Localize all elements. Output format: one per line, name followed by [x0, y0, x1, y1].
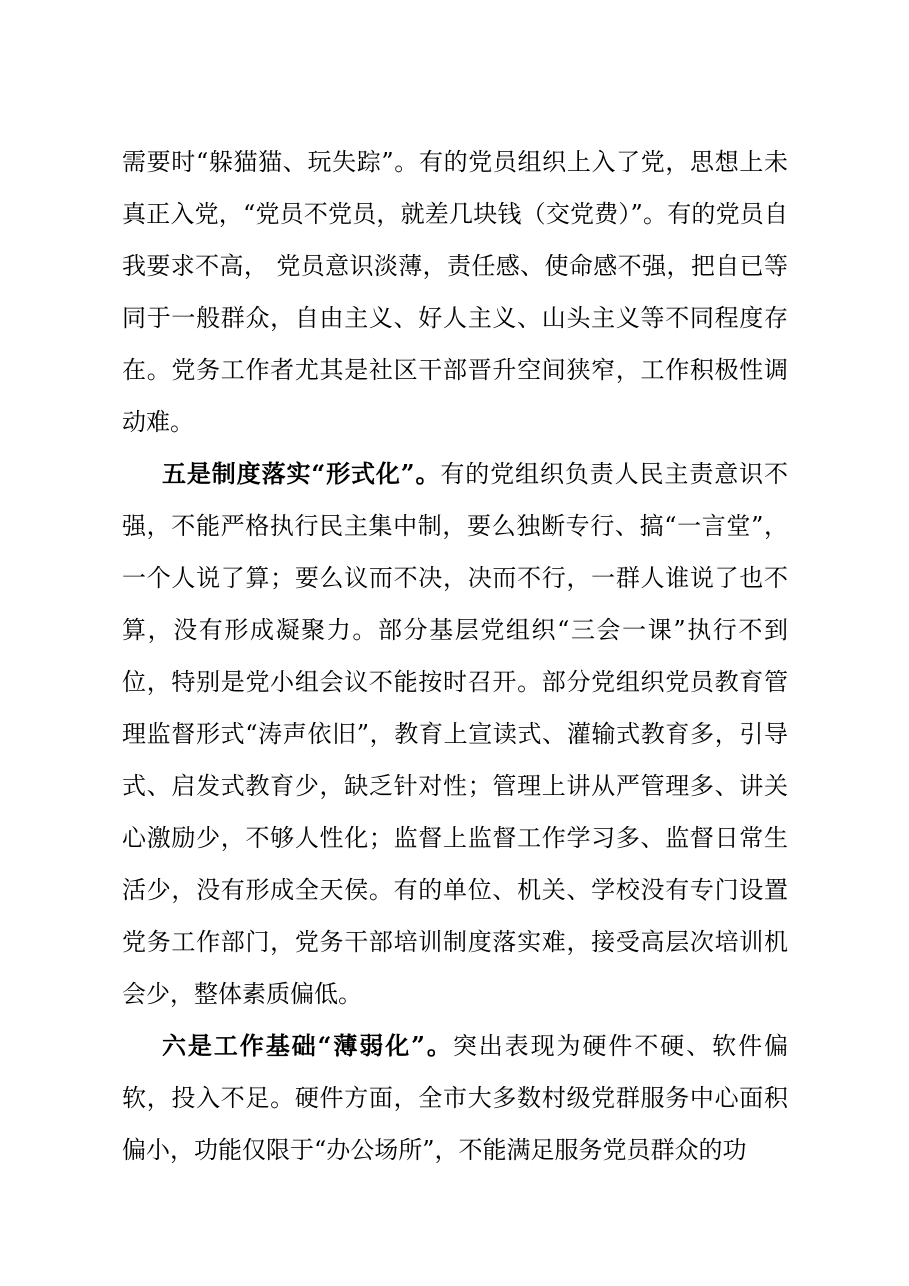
paragraph-heading: 六是工作基础“薄弱化”。 [162, 1031, 453, 1060]
paragraph-five-institution [122, 448, 788, 1020]
paragraph-text: 有的党组织负责人民主责意识不强，不能严格执行民主集中制，要么独断专行、搞“一言堂”，一个人说了算；要么议而不决，决而不行，一群人谁说了也不算，没有形成凝聚力。部分基层党组织“三会一课”执行不到位，特别是党小组会议不能按时召开。部分党组织党员教育管理监督形式“涛声依旧”，教育上宣读式、灌输式教育多，引导式、启发式教育少，缺乏针对性；管理上讲从严管理多、讲关心激励少，不够人性化；监督上监督工作学习多、监督日常生活少，没有形成全天侯。有的单位、机关、学校没有专门设置党务工作部门，党务干部培训制度落实难，接受高层次培训机会少，整体素质偏低。 [122, 460, 789, 1008]
paragraph-continuation [122, 136, 788, 448]
paragraph-heading: 五是制度落实“形式化”。 [162, 459, 441, 488]
paragraph-text: 需要时“躲猫猫、玩失踪”。有的党员组织上入了党，思想上未真正入党，“党员不党员，就差几块钱（交党费）”。有的党员自我要求不高， 党员意识淡薄，责任感、使命感不强，把自已等同于一般群众，自由主义、好人主义、山头主义等不同程度存在。党务工作者尤其是社区干部晋升空间狭窄，工作积极性调动难。 [122, 148, 788, 436]
document-body [122, 136, 788, 1176]
paragraph-six-foundation [122, 1020, 788, 1176]
paragraph-text: 突出表现为硬件不硬、软件偏软，投入不足。硬件方面，全市大多数村级党群服务中心面积偏小，功能仅限于“办公场所”，不能满足服务党员群众的功 [122, 1032, 789, 1164]
